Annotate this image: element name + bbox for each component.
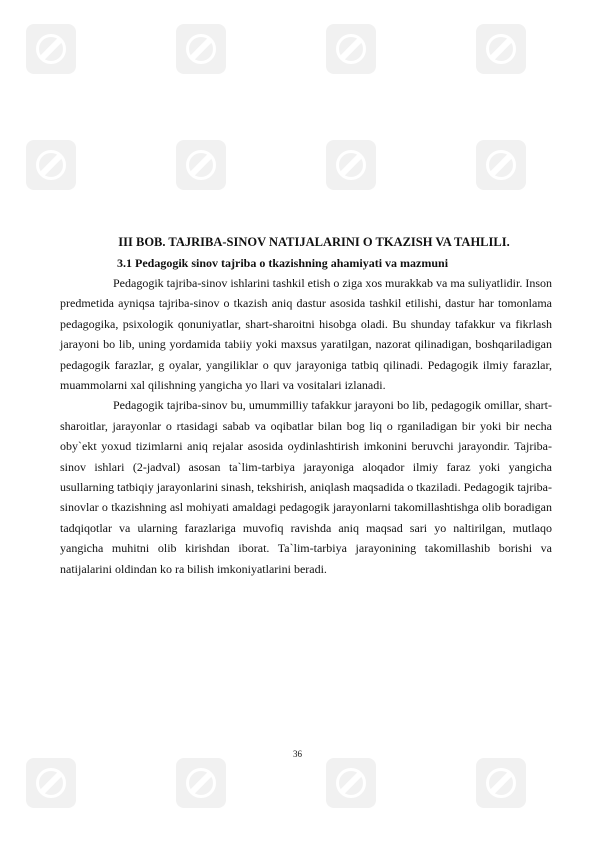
section-title: 3.1 Pedagogik sinov tajriba o tkazishning ahamiyati va mazmuni — [117, 256, 449, 270]
watermark-logo-icon — [26, 140, 76, 190]
page-number: 36 — [293, 749, 302, 759]
watermark-logo-icon — [476, 24, 526, 74]
body-paragraph: Pedagogik tajriba-sinov bu, umummilliy tafakkur jarayoni bo lib, pedagogik omillar, shart-sharoitlar, jarayonlar o rtasidagi sabab va oqibatlar bilan bog liq o rganiladigan bir yoki bir necha oby`ekt yoxud tizimlarni aniq rejalar asosida oydinlashtirish imkonini beruvchi jarayondir. Tajriba-sinov ishlari (2-jadval) asosan ta`lim-tarbiya jarayoniga aloqador ilmiy faraz yoki yangicha usullarning tatbiqiy jarayonlarini sinash, tekshirish, aniqlash maqsadida o tkaziladi. Pedagogik tajriba-sinovlar o tkazishning asl mohiyati amaldagi pedagogik jarayonlarni takomillashtishga olib boradigan tadqiqotlar va ularning farazlariga muvofiq ravishda aniq maqsad sari yo naltirilgan, mutlaqo yangicha muhitni olib kirishdan iborat. Ta`lim-tarbiya jarayonining takomillashib borishi va natijalarini oldindan ko ra bilish imkoniyatlarini beradi. — [60, 398, 552, 576]
watermark-logo-icon — [326, 140, 376, 190]
watermark-logo-icon — [476, 140, 526, 190]
watermark-logo-icon — [326, 24, 376, 74]
watermark-logo-icon — [176, 758, 226, 808]
document-page — [60, 232, 552, 579]
watermark-logo-icon — [26, 24, 76, 74]
watermark-logo-icon — [176, 140, 226, 190]
watermark-logo-icon — [476, 758, 526, 808]
watermark-logo-icon — [326, 758, 376, 808]
watermark-logo-icon — [26, 758, 76, 808]
body-paragraph: Pedagogik tajriba-sinov ishlarini tashkil etish o ziga xos murakkab va ma suliyatlidir. Inson predmetida ayniqsa tajriba-sinov o tkazish aniq dastur asosida tashkil etilishi, dastur har tomonlama pedagogika, psixologik qonuniyatlar, shart-sharoitni hisobga oladi. Bu shunday tafakkur va fikrlash jarayoni bo lib, uning yordamida tabiiy yoki maxsus yaratilgan, nazorat qilinadigan, boshqariladigan pedagogik farazlar, g oyalar, yangiliklar o quv jarayoniga tatbiq qilinadi. Pedagogik ilmiy farazlar, muammolarni xal qilishning yangicha yo llari va vositalari izlanadi. — [60, 276, 552, 393]
chapter-title: III BOB. TAJRIBA-SINOV NATIJALARINI O TKAZISH VA TAHLILI. — [118, 235, 510, 249]
watermark-logo-icon — [176, 24, 226, 74]
